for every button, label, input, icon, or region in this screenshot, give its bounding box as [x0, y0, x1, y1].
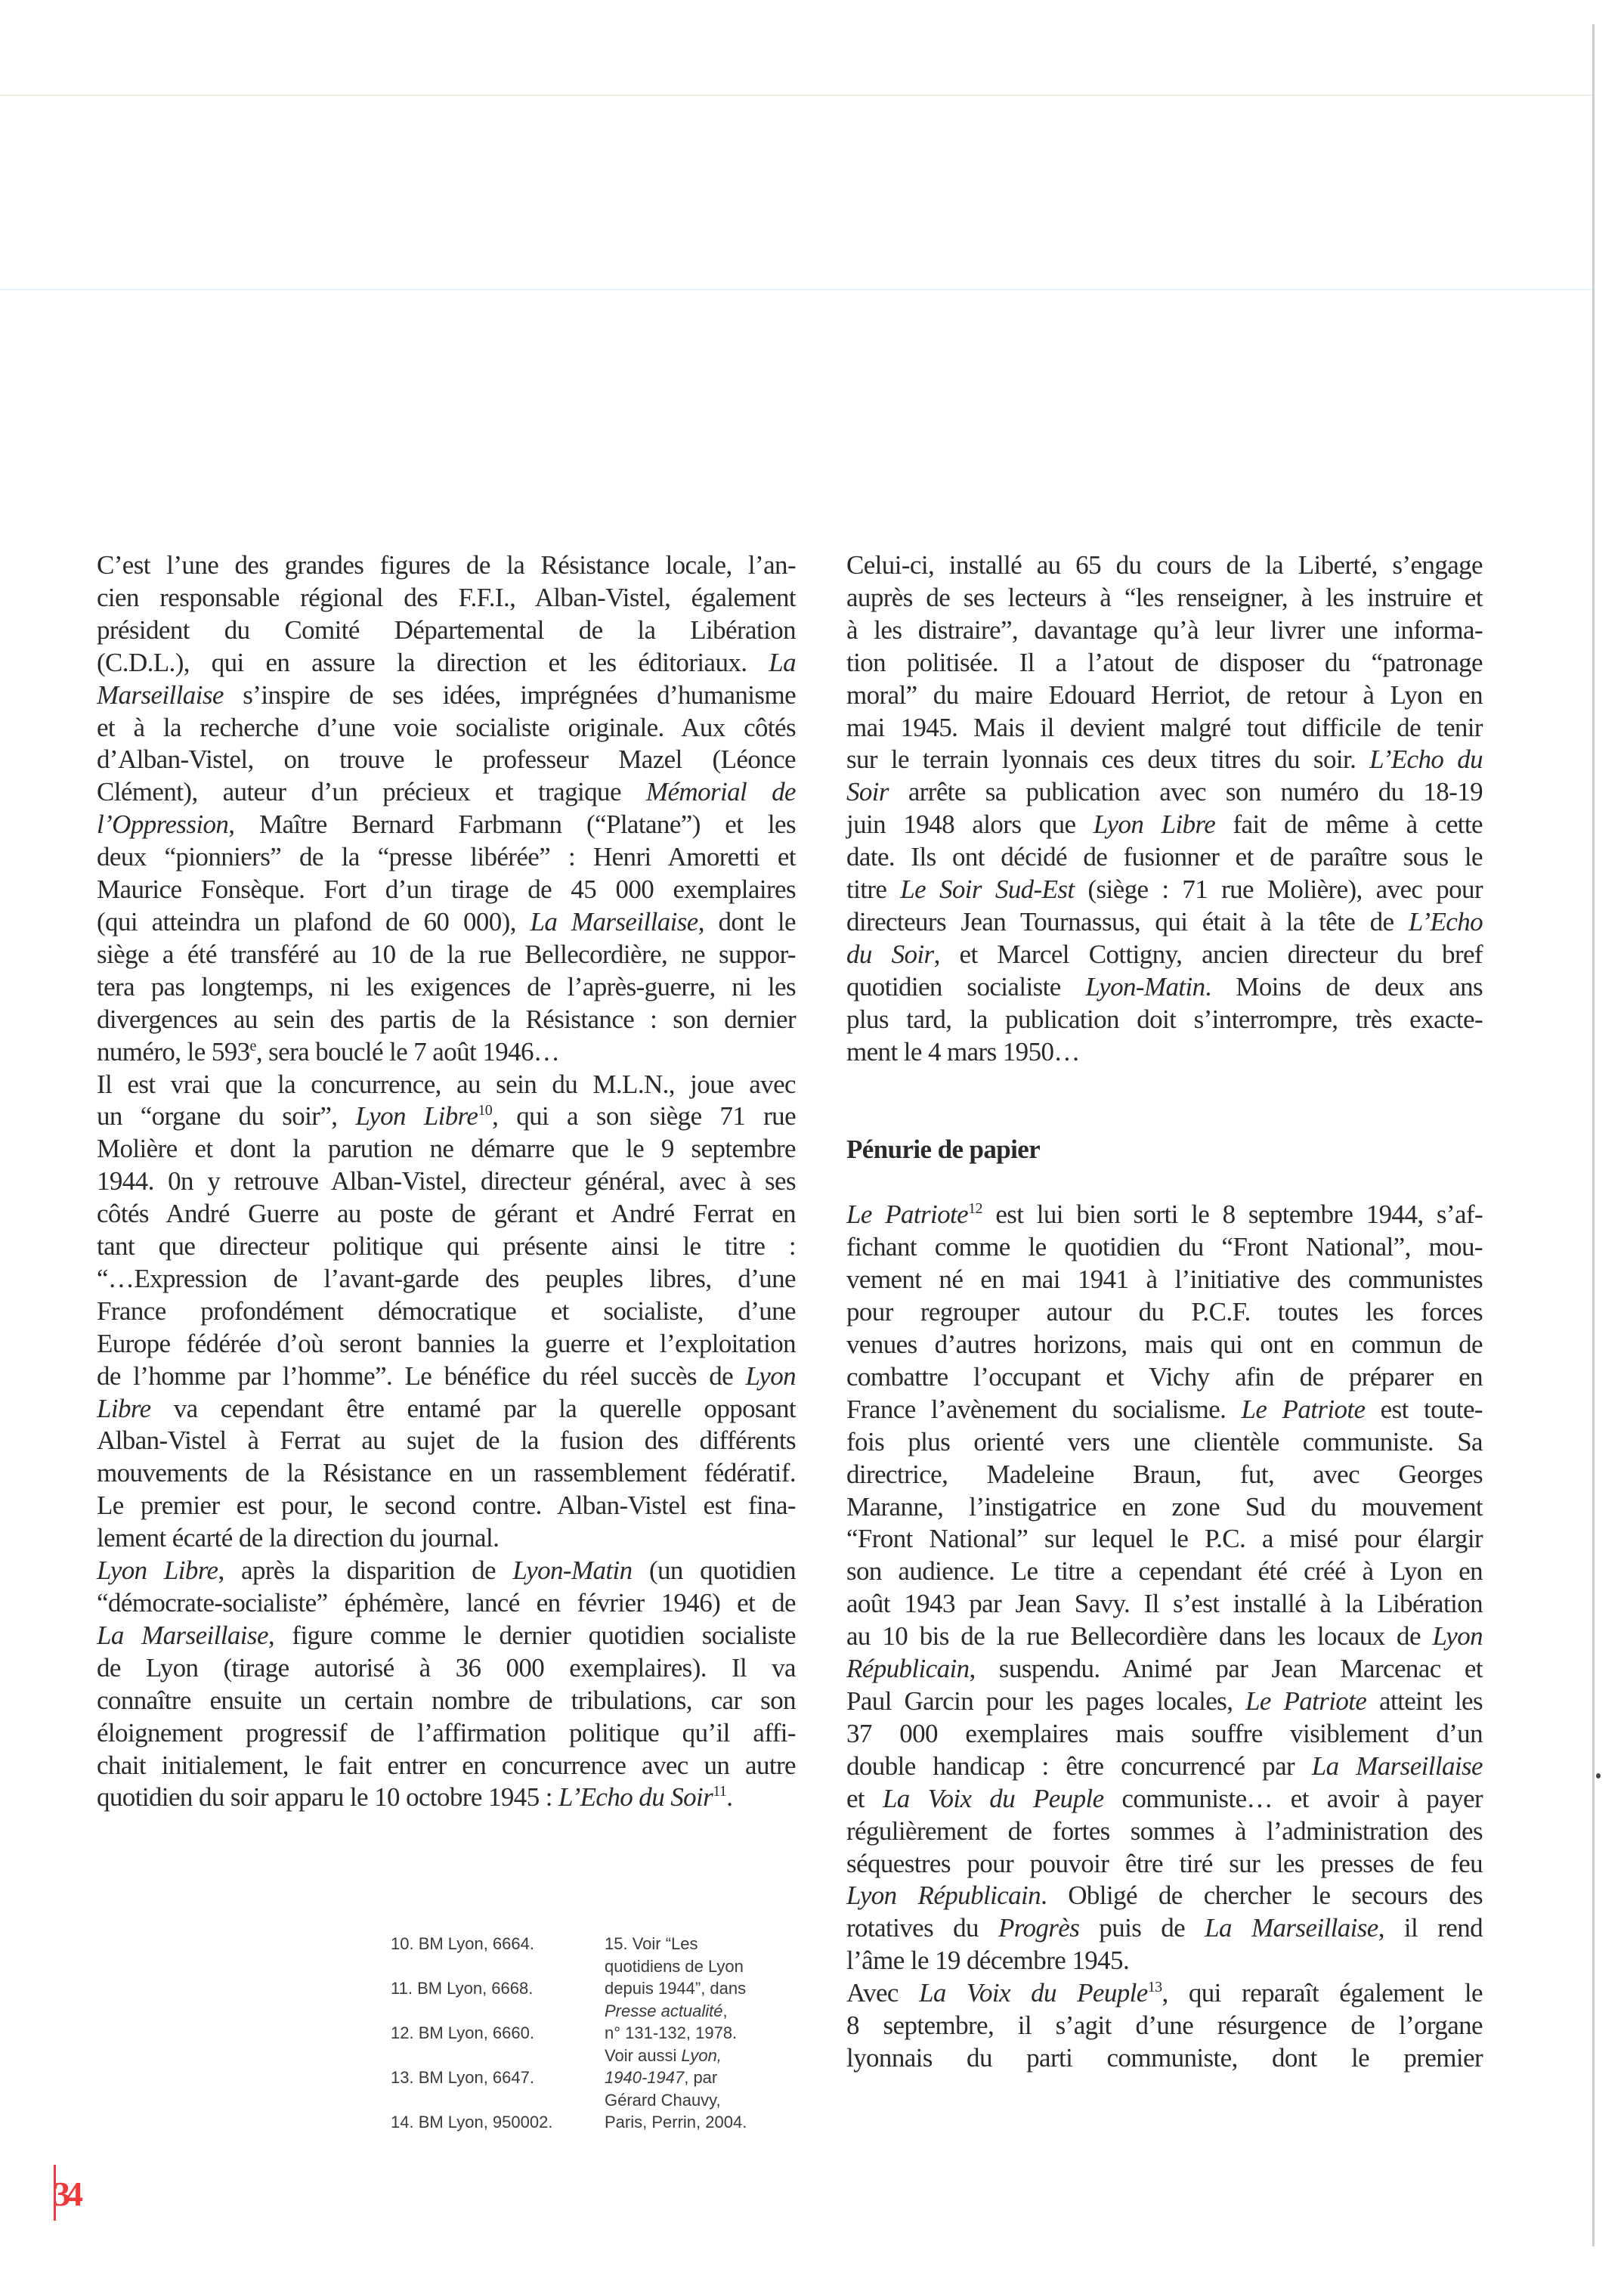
text-run: d’Alban-Vistel, on trouve le professeur Mazel (Léonce — [97, 745, 796, 775]
text-line — [846, 1816, 1483, 1848]
text-line — [846, 615, 1483, 647]
text-run: tant que directeur politique qui présente ainsi le titre : — [97, 1231, 796, 1262]
text-line — [846, 1880, 1483, 1912]
text-run: Paris, Perrin, 2004. — [605, 2113, 747, 2131]
text-run: s’inspire de ses idées, imprégnées d’humanisme — [223, 680, 796, 710]
text-line — [846, 1296, 1483, 1329]
text-line — [97, 1296, 796, 1328]
italic-title: La Marseillaise — [1205, 1913, 1378, 1943]
text-line — [846, 1653, 1483, 1686]
text-line — [97, 1231, 796, 1263]
text-run: Molière et dont la parution ne démarre que le 9 septembre — [97, 1134, 796, 1164]
text-run: fait de même à cette — [1215, 810, 1483, 840]
text-run: communiste… et avoir à payer — [1103, 1783, 1483, 1813]
text-run: connaître ensuite un certain nombre de tribulations, car son — [97, 1685, 796, 1715]
footnote-line — [605, 2089, 786, 2112]
text-run: divergences au sein des partis de la Résistance : son dernier — [97, 1004, 796, 1034]
text-run: , après la disparition de — [218, 1556, 513, 1586]
text-line — [97, 615, 796, 647]
text-line — [97, 1198, 796, 1231]
text-line — [97, 680, 796, 712]
text-run: quotidien du soir apparu le 10 octobre 1945 : — [97, 1782, 559, 1813]
text-line — [846, 550, 1483, 582]
italic-title: Lyon-Matin — [512, 1556, 633, 1586]
text-run: . Obligé de chercher le secours des — [1041, 1881, 1483, 1911]
text-run: l’âme le 19 décembre 1945. — [846, 1946, 1130, 1976]
italic-title: Lyon — [1432, 1621, 1483, 1652]
text-run: un “organe du soir”, — [97, 1101, 356, 1132]
text-run: 1944. 0n y retrouve Alban-Vistel, directeur général, avec à ses — [97, 1166, 796, 1197]
text-line — [97, 776, 796, 809]
text-run: (un quotidien — [632, 1556, 796, 1586]
footnote: 13. BM Lyon, 6647. — [391, 2068, 534, 2087]
text-line — [97, 1036, 796, 1069]
text-line — [846, 1491, 1483, 1524]
text-run: Il est vrai que la concurrence, au sein du M.L.N., joue avec — [97, 1069, 796, 1099]
text-line — [846, 1783, 1483, 1816]
text-run: vement né en mai 1941 à l’initiative des communistes — [846, 1265, 1483, 1295]
text-run: et à la recherche d’une voie socialiste originale. Aux côtés — [97, 712, 796, 742]
text-run: au 10 bis de la rue Bellecordière dans les locaux de — [846, 1621, 1433, 1652]
text-run: fois plus orienté vers une clientèle communiste. Sa — [846, 1426, 1483, 1457]
footnote: 14. BM Lyon, 950002. — [391, 2113, 553, 2131]
text-run: , dont le — [698, 906, 796, 936]
text-line — [97, 744, 796, 776]
italic-title: Mémorial de — [645, 777, 796, 807]
text-run: rotatives du — [846, 1913, 998, 1943]
text-line — [97, 1393, 796, 1426]
italic-title: Le Soir Sud-Est — [900, 875, 1075, 905]
italic-title: Républicain — [846, 1654, 970, 1684]
text-run: Maranne, l’instigatrice en zone Sud du mouvement — [846, 1491, 1483, 1522]
text-line — [846, 1556, 1483, 1588]
text-run: “…Expression de l’avant-garde des peuples libres, d’une — [97, 1263, 796, 1293]
text-line — [97, 1101, 796, 1133]
italic-title: Progrès — [998, 1913, 1080, 1943]
text-line — [97, 1620, 796, 1652]
text-line — [97, 1457, 796, 1490]
text-line — [846, 776, 1483, 809]
text-run: va cependant être entamé par la querelle opposant — [150, 1393, 796, 1423]
text-run: séquestres pour pouvoir être tiré sur les presses de feu — [846, 1848, 1483, 1878]
text-run: , — [722, 2001, 728, 2020]
text-line — [846, 1004, 1483, 1036]
text-line — [846, 744, 1483, 776]
italic-title: l’Oppression — [97, 810, 229, 840]
text-run: pour regrouper autour du P.C.F. toutes les forces — [846, 1297, 1483, 1327]
text-line — [97, 874, 796, 906]
text-line — [846, 1036, 1483, 1069]
text-run: (siège : 71 rue Molière), avec pour — [1074, 875, 1483, 905]
text-run: Alban-Vistel à Ferrat au sujet de la fusion des différents — [97, 1426, 796, 1456]
italic-title: Marseillaise — [97, 680, 224, 710]
text-line — [97, 1263, 796, 1296]
text-line — [97, 1133, 796, 1166]
text-line — [846, 1426, 1483, 1459]
text-run: de l’homme par l’homme”. Le bénéfice du réel succès de — [97, 1361, 746, 1391]
text-run: éloignement progressif de l’affirmation politique qu’il affi- — [97, 1717, 796, 1748]
right-text-column — [846, 550, 1483, 2075]
page-edge-line — [1592, 24, 1595, 2246]
text-run: , suspendu. Animé par Jean Marcenac et — [969, 1654, 1483, 1684]
text-run: “Front National” sur lequel le P.C. a misé pour élargir — [846, 1524, 1483, 1554]
text-run: ment le 4 mars 1950… — [846, 1036, 1080, 1067]
text-run: régulièrement de fortes sommes à l’administration des — [846, 1816, 1483, 1846]
text-line — [97, 1652, 796, 1685]
right-column-intro-body — [846, 550, 1483, 1069]
footnote-line — [605, 2066, 786, 2089]
text-run: Le premier est pour, le second contre. Alban-Vistel est fina- — [97, 1491, 796, 1521]
text-line — [97, 939, 796, 971]
footnote-ref: 11 — [713, 1783, 727, 1800]
text-run: sur le terrain lyonnais ces deux titres du soir. — [846, 745, 1370, 775]
footnote: 10. BM Lyon, 6664. — [391, 1934, 534, 1953]
italic-title: L’Echo du — [1369, 745, 1483, 775]
text-line — [846, 1459, 1483, 1491]
text-run: arrête sa publication avec son numéro du 18-19 — [888, 777, 1483, 807]
text-line — [846, 1751, 1483, 1783]
italic-title: Lyon Libre — [355, 1101, 478, 1132]
text-run: titre — [846, 875, 901, 905]
text-run: tera pas longtemps, ni les exigences de l’après-guerre, ni les — [97, 971, 796, 1001]
page-number: 34 — [53, 2175, 79, 2213]
text-line — [846, 1199, 1483, 1231]
text-run: . Moins de deux ans — [1205, 971, 1483, 1001]
text-run: n° 131-132, 1978. — [605, 2023, 738, 2042]
text-run: à les distraire”, davantage qu’à leur livrer une informa- — [846, 615, 1483, 645]
text-line — [846, 1394, 1483, 1426]
text-run: moral” du maire Edouard Herriot, de retour à Lyon en — [846, 680, 1483, 710]
text-line — [846, 2010, 1483, 2042]
text-line — [97, 1685, 796, 1717]
italic-title: La Voix du Peuple — [882, 1783, 1104, 1813]
italic-title: Lyon Libre — [97, 1556, 218, 1586]
text-run: Maurice Fonsèque. Fort d’un tirage de 45 000 exemplaires — [97, 875, 796, 905]
text-run: (C.D.L.), qui en assure la direction et les éditoriaux. — [97, 647, 769, 677]
text-line — [846, 1329, 1483, 1361]
text-run: cien responsable régional des F.F.I., Alban-Vistel, également — [97, 582, 796, 612]
text-run: 37 000 exemplaires mais souffre visiblement d’un — [846, 1718, 1483, 1748]
text-run: Clément), auteur d’un précieux et tragique — [97, 777, 646, 807]
italic-title: La Marseillaise — [97, 1620, 268, 1650]
italic-title: 1940-1947 — [605, 2068, 685, 2087]
text-line — [846, 1621, 1483, 1653]
text-line — [846, 1361, 1483, 1394]
text-line — [846, 874, 1483, 906]
footnote-line — [605, 2022, 786, 2045]
text-run: date. Ils ont décidé de fusionner et de paraître sous le — [846, 842, 1483, 872]
text-line — [846, 680, 1483, 712]
text-line — [97, 841, 796, 874]
text-run: , par — [684, 2068, 718, 2087]
footnote-line — [605, 1977, 786, 2000]
italic-title: L’Echo — [1408, 906, 1483, 936]
footnote-ref: e — [249, 1037, 256, 1054]
text-run: combattre l’occupant et Vichy afin de préparer en — [846, 1361, 1483, 1392]
text-line — [846, 1977, 1483, 2010]
text-run: de Lyon (tirage autorisé à 36 000 exemplaires). Il va — [97, 1652, 796, 1683]
text-line — [97, 1328, 796, 1361]
text-line — [97, 712, 796, 745]
text-run: C’est l’une des grandes figures de la Résistance locale, l’an- — [97, 550, 796, 580]
text-run: Voir aussi — [605, 2045, 682, 2065]
text-line — [846, 1945, 1483, 1977]
text-line — [97, 1069, 796, 1101]
italic-title: Lyon-Matin — [1085, 971, 1205, 1001]
text-run: directeurs Jean Tournassus, qui était à la tête de — [846, 906, 1409, 936]
footnote: 11. BM Lyon, 6668. — [391, 1979, 534, 1998]
text-run: plus tard, la publication doit s’interrompre, très exacte- — [846, 1004, 1483, 1034]
text-run: chait initialement, le fait entrer en concurrence avec un autre — [97, 1750, 796, 1780]
text-run: Gérard Chauvy, — [605, 2090, 721, 2110]
text-run: France l’avènement du socialisme. — [846, 1394, 1242, 1424]
italic-title: La Voix du Peuple — [919, 1978, 1148, 2008]
text-run: est lui bien sorti le 8 septembre 1944, s’af- — [982, 1200, 1483, 1230]
italic-title: Le Patriote — [846, 1200, 969, 1230]
text-run: siège a été transféré au 10 de la rue Bellecordière, ne suppor- — [97, 939, 796, 969]
italic-title: Libre — [97, 1393, 151, 1423]
text-run: son audience. Le titre a cependant été créé à Lyon en — [846, 1556, 1483, 1587]
text-run: double handicap : être concurrencé par — [846, 1751, 1312, 1781]
text-line — [97, 809, 796, 841]
text-line — [97, 1166, 796, 1198]
text-line — [97, 1717, 796, 1750]
text-run: lement écarté de la direction du journal. — [97, 1523, 500, 1553]
footnote-ref: 10 — [478, 1102, 493, 1119]
text-line — [97, 550, 796, 582]
italic-title: Le Patriote — [1245, 1686, 1367, 1716]
text-line — [846, 971, 1483, 1004]
text-line — [97, 1425, 796, 1457]
italic-title: La Marseillaise — [1311, 1751, 1483, 1781]
footnote-line — [605, 2111, 786, 2134]
italic-title: Lyon Libre — [1093, 810, 1216, 840]
text-run: , et Marcel Cottigny, ancien directeur du bref — [933, 939, 1483, 969]
text-line — [97, 1490, 796, 1522]
text-run: , qui reparaît également le — [1162, 1978, 1483, 2008]
text-run: , sera bouclé le 7 août 1946… — [255, 1036, 560, 1067]
text-run: . — [726, 1782, 733, 1813]
text-line — [846, 939, 1483, 971]
footnotes-column-1 — [391, 1933, 587, 2156]
text-run: lyonnais du parti communiste, dont le premier — [846, 2042, 1483, 2073]
text-run: , il rend — [1378, 1913, 1483, 1943]
text-run: venues d’autres horizons, mais qui ont en commun de — [846, 1330, 1483, 1360]
italic-title: Lyon, — [681, 2045, 722, 2065]
text-line — [846, 1912, 1483, 1945]
text-run: numéro, le 593 — [97, 1036, 250, 1067]
text-run: 15. Voir “Les — [605, 1934, 698, 1953]
text-run: , qui a son siège 71 rue — [492, 1101, 796, 1132]
text-line — [97, 647, 796, 680]
text-line — [846, 1848, 1483, 1881]
italic-title: Le Patriote — [1241, 1394, 1366, 1424]
text-run: (qui atteindra un plafond de 60 000), — [97, 906, 531, 936]
text-run: juin 1948 alors que — [846, 810, 1093, 840]
footnote-ref: 12 — [968, 1200, 982, 1218]
text-run: quotidien socialiste — [846, 971, 1086, 1001]
text-line — [846, 647, 1483, 680]
text-line — [97, 1522, 796, 1555]
text-line — [97, 1587, 796, 1620]
italic-title: du Soir — [846, 939, 934, 969]
text-run: 8 septembre, il s’agit d’une résurgence de l’organe — [846, 2011, 1483, 2041]
text-run: depuis 1944”, dans — [605, 1979, 747, 1998]
text-run: auprès de ses lecteurs à “les renseigner, à les instruire et — [846, 582, 1483, 612]
text-run: “démocrate-socialiste” éphémère, lancé en février 1946) et de — [97, 1588, 796, 1618]
text-line — [846, 582, 1483, 615]
footnote: 12. BM Lyon, 6660. — [391, 2023, 534, 2042]
text-run: président du Comité Départemental de la Libération — [97, 615, 796, 645]
footnotes-column-2 — [605, 1933, 786, 2134]
scan-guide-line-top — [0, 94, 1593, 96]
text-run: directrice, Madeleine Braun, fut, avec Georges — [846, 1459, 1483, 1489]
text-run: atteint les — [1366, 1686, 1483, 1716]
text-line — [846, 1523, 1483, 1556]
text-run: France profondément démocratique et socialiste, d’une — [97, 1296, 796, 1326]
text-run: fichant comme le quotidien du “Front National”, mou- — [846, 1232, 1483, 1262]
italic-title: Lyon Républicain — [846, 1881, 1041, 1911]
text-line — [846, 906, 1483, 939]
text-run: Europe fédérée d’où seront bannies la guerre et l’exploitation — [97, 1328, 796, 1358]
text-line — [97, 906, 796, 939]
left-text-column — [97, 550, 796, 1814]
text-run: août 1943 par Jean Savy. Il s’est installé à la Libération — [846, 1589, 1483, 1619]
text-line — [846, 2042, 1483, 2075]
text-run: mouvements de la Résistance en un rassemblement fédératif. — [97, 1458, 796, 1488]
italic-title: La Marseillaise — [530, 906, 698, 936]
text-line — [97, 1004, 796, 1036]
scan-speck — [1596, 1773, 1601, 1779]
section-heading: Pénurie de papier — [846, 1134, 1041, 1164]
text-line — [846, 1264, 1483, 1296]
italic-title: Lyon — [745, 1361, 796, 1391]
italic-title: La — [769, 647, 796, 677]
text-line — [846, 1588, 1483, 1621]
footnote-line — [605, 2045, 786, 2067]
text-run: , figure comme le dernier quotidien socialiste — [268, 1620, 796, 1650]
text-run: mai 1945. Mais il devient malgré tout difficile de tenir — [846, 712, 1483, 742]
italic-title: L’Echo du Soir — [558, 1782, 713, 1813]
footnote-line — [605, 1933, 786, 1955]
footnote-line — [605, 1955, 786, 1978]
text-line — [97, 1555, 796, 1587]
text-line — [846, 1686, 1483, 1718]
scan-guide-line-mid — [0, 289, 1593, 290]
text-run: Paul Garcin pour les pages locales, — [846, 1686, 1245, 1716]
text-run: tion politisée. Il a l’atout de disposer du “patronage — [846, 647, 1483, 677]
text-line — [846, 712, 1483, 745]
text-line — [97, 582, 796, 615]
text-line — [97, 1782, 796, 1814]
right-column-section-body — [846, 1199, 1483, 2074]
italic-title: Soir — [846, 777, 889, 807]
text-run: est toute- — [1365, 1394, 1483, 1424]
italic-title: Presse actualité — [605, 2001, 723, 2020]
text-line — [97, 1361, 796, 1393]
text-line — [97, 1750, 796, 1782]
text-run: , Maître Bernard Farbmann (“Platane”) et les — [228, 810, 796, 840]
left-column-body — [97, 550, 796, 1814]
text-run: Celui-ci, installé au 65 du cours de la Liberté, s’engage — [846, 550, 1483, 580]
text-run: puis de — [1079, 1913, 1205, 1943]
footnote-line — [605, 2000, 786, 2023]
text-run: côtés André Guerre au poste de gérant et André Ferrat en — [97, 1199, 796, 1229]
text-run: et — [846, 1783, 883, 1813]
text-line — [846, 809, 1483, 841]
text-run: quotidiens de Lyon — [605, 1956, 744, 1976]
text-line — [97, 971, 796, 1004]
text-line — [846, 1231, 1483, 1264]
text-line — [846, 1718, 1483, 1751]
text-run: deux “pionniers” de la “presse libérée” : Henri Amoretti et — [97, 842, 796, 872]
footnote-ref: 13 — [1147, 1979, 1162, 1996]
text-line — [846, 841, 1483, 874]
text-run: Avec — [846, 1978, 920, 2008]
